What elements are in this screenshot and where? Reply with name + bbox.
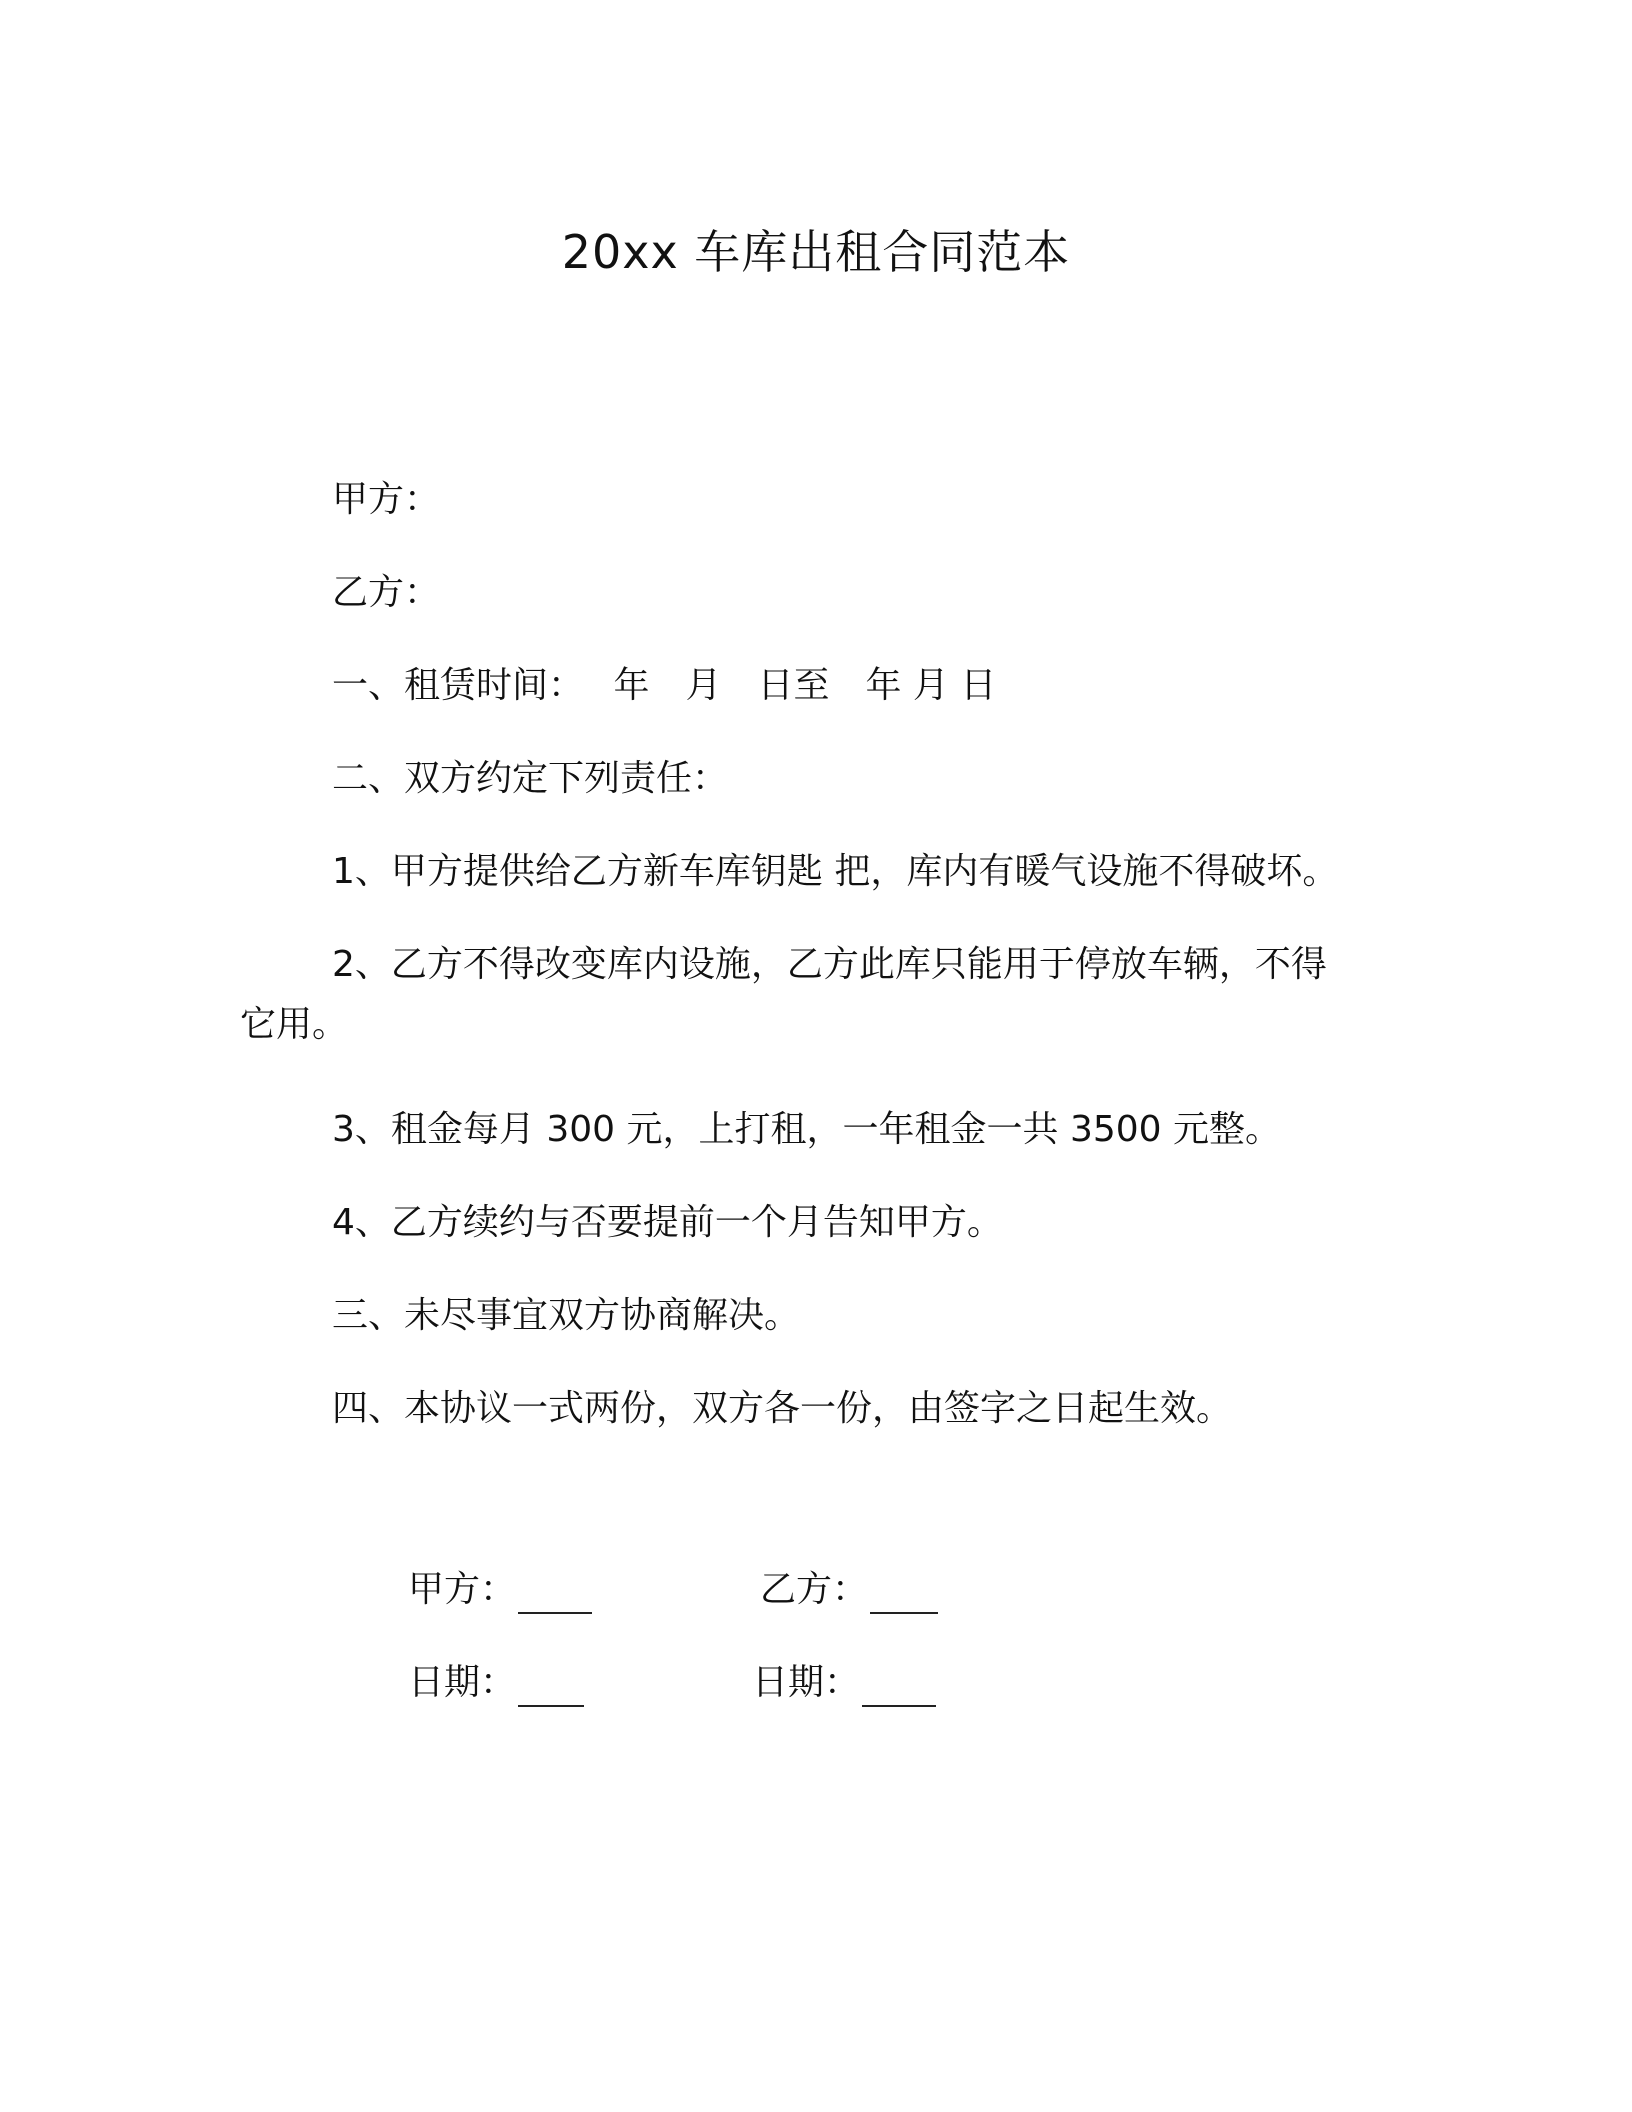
clause-copies-effective: 四、本协议一式两份，双方各一份，由签字之日起生效。: [332, 1388, 1233, 1429]
signature-party-a-blank: [518, 1612, 592, 1614]
clause-item-1: 1、甲方提供给乙方新车库钥匙 把，库内有暖气设施不得破坏。: [332, 851, 1339, 892]
clause-lease-period: 一、租赁时间： 年 月 日至 年 月 日: [332, 665, 997, 706]
party-a-line: 甲方：: [332, 479, 441, 520]
clause-item-2: 2、乙方不得改变库内设施，乙方此库只能用于停放车辆，不得它用。: [240, 944, 1327, 1045]
document-title: 20xx 车库出租合同范本: [561, 225, 1071, 279]
signature-date-b-label: 日期：: [752, 1662, 861, 1703]
clause-responsibilities-heading: 二、双方约定下列责任：: [332, 758, 729, 799]
party-b-line: 乙方：: [332, 572, 441, 613]
clause-unresolved-matters: 三、未尽事宜双方协商解决。: [332, 1295, 801, 1336]
signature-date-a-blank: [518, 1705, 584, 1707]
signature-party-a-label: 甲方：: [408, 1569, 517, 1610]
clause-item-3: 3、租金每月 300 元，上打租，一年租金一共 3500 元整。: [332, 1109, 1282, 1150]
clause-item-4: 4、乙方续约与否要提前一个月告知甲方。: [332, 1202, 1003, 1243]
signature-party-b-blank: [870, 1612, 938, 1614]
signature-party-b-label: 乙方：: [760, 1569, 869, 1610]
signature-date-b-blank: [862, 1705, 936, 1707]
signature-date-a-label: 日期：: [408, 1662, 517, 1703]
